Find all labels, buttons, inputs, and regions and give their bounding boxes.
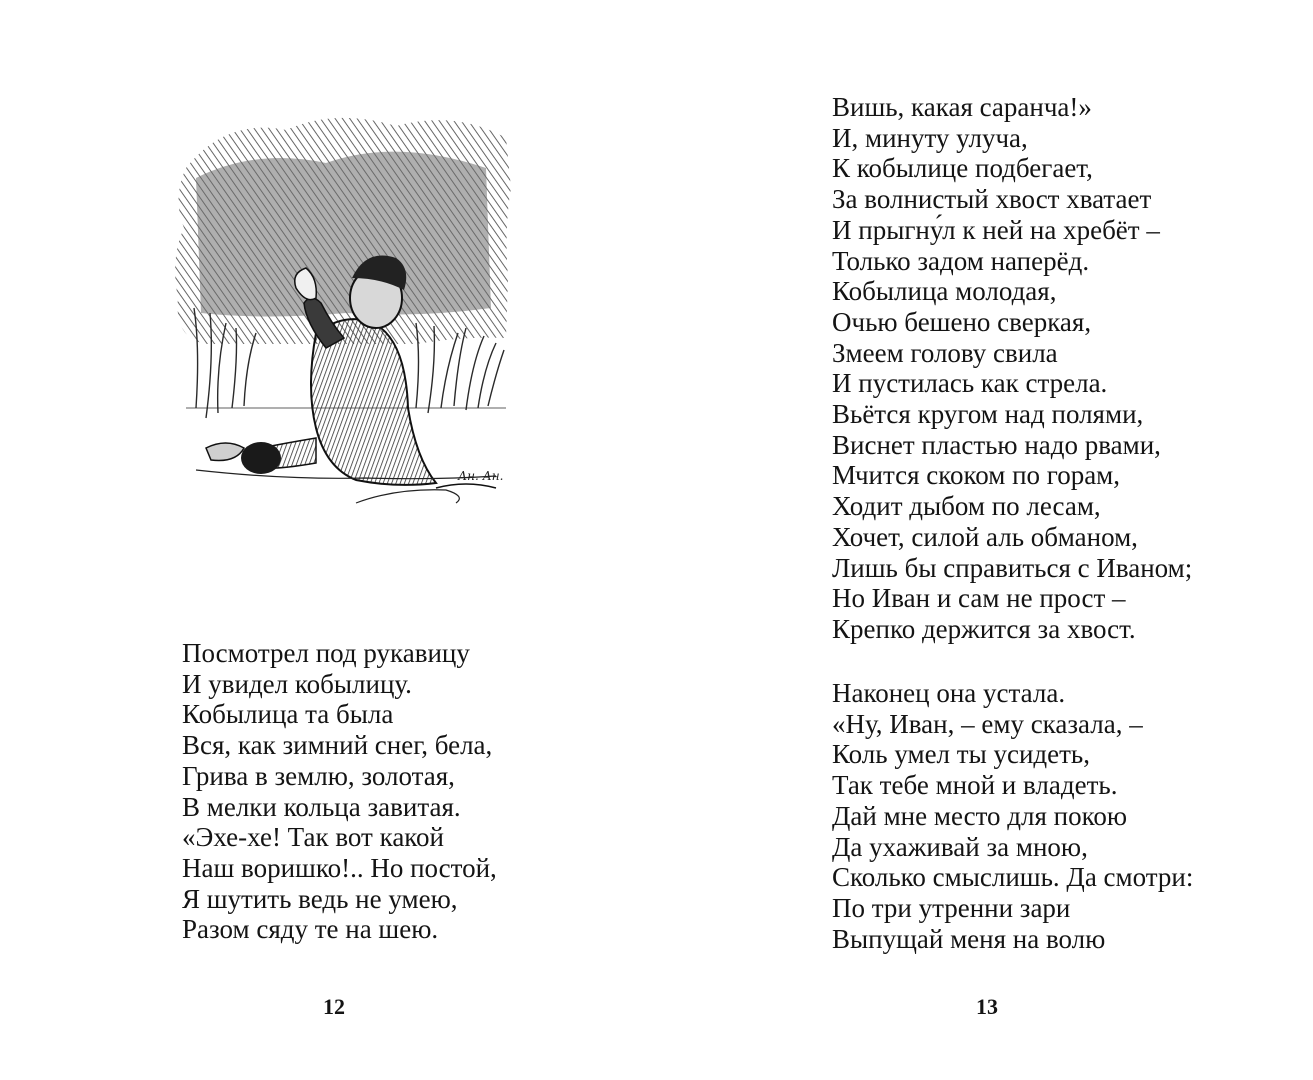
- verse-line: Ходит дыбом по лесам,: [832, 491, 1101, 522]
- verse-line: Да ухаживай за мною,: [832, 831, 1088, 862]
- verse-line: Я шутить ведь не умею,: [182, 883, 458, 914]
- verse-line: Вишь, какая саранча!»: [832, 92, 1092, 122]
- verse-stanza: [182, 638, 497, 945]
- verse-line: Лишь бы справиться с Иваном;: [832, 552, 1193, 583]
- illustration-boy-with-mitten: [166, 108, 521, 548]
- verse-line: Грива в землю, золотая,: [182, 760, 455, 791]
- verse-line: «Эхе-хе! Так вот какой: [182, 822, 444, 853]
- left-page: [0, 0, 656, 1080]
- verse-line: Дай мне место для покою: [832, 800, 1128, 831]
- verse-line: Посмотрел под рукавицу: [182, 638, 470, 668]
- verse-line: Крепко держится за хвост.: [832, 613, 1136, 644]
- verse-line: К кобылице подбегает,: [832, 153, 1093, 184]
- verse-stanza: [832, 92, 1192, 645]
- verse-line: Очью бешено сверкая,: [832, 306, 1092, 337]
- verse-line: Только задом наперёд.: [832, 245, 1090, 276]
- verse-line: Наш воришко!.. Но постой,: [182, 852, 497, 883]
- verse-line: Кобылица молодая,: [832, 276, 1057, 307]
- page-number: 12: [323, 994, 345, 1019]
- verse-line: Вся, как зимний снег, бела,: [182, 730, 493, 761]
- verse-line: Виснет пластью надо рвами,: [832, 429, 1161, 460]
- verse-line: Разом сяду те на шею.: [182, 914, 439, 945]
- verse-line: Змеем голову свила: [832, 337, 1058, 368]
- verse-stanza: [832, 678, 1193, 954]
- verse-line: Но Иван и сам не прост –: [832, 583, 1126, 614]
- verse-line: Наконец она устала.: [832, 678, 1066, 708]
- verse-line: Мчится скоком по горам,: [832, 460, 1121, 491]
- verse-line: Вьётся кругом над полями,: [832, 399, 1144, 430]
- verse-line: И прыгну́л к ней на хребёт –: [832, 214, 1160, 245]
- verse-line: Сколько смыслишь. Да смотри:: [832, 862, 1194, 893]
- verse-line: Кобылица та была: [182, 699, 394, 730]
- verse-line: Так тебе мной и владеть.: [832, 770, 1118, 801]
- artist-signature: Ан. Ан.: [458, 469, 504, 483]
- verse-line: Выпущай меня на волю: [832, 923, 1106, 954]
- verse-line: Коль умел ты усидеть,: [832, 739, 1090, 770]
- verse-line: «Ну, Иван, – ему сказала, –: [832, 708, 1143, 739]
- verse-line: Хочет, силой аль обманом,: [832, 521, 1138, 552]
- page-number: 13: [976, 994, 998, 1019]
- verse-line: И, минуту улуча,: [832, 122, 1028, 153]
- verse-line: И увидел кобылицу.: [182, 668, 412, 699]
- verse-line: За волнистый хвост хватает: [832, 184, 1152, 215]
- right-page: [656, 0, 1313, 1080]
- verse-line: В мелки кольца завитая.: [182, 791, 461, 822]
- verse-line: И пустилась как стрела.: [832, 368, 1108, 399]
- verse-line: По три утренни зари: [832, 892, 1071, 923]
